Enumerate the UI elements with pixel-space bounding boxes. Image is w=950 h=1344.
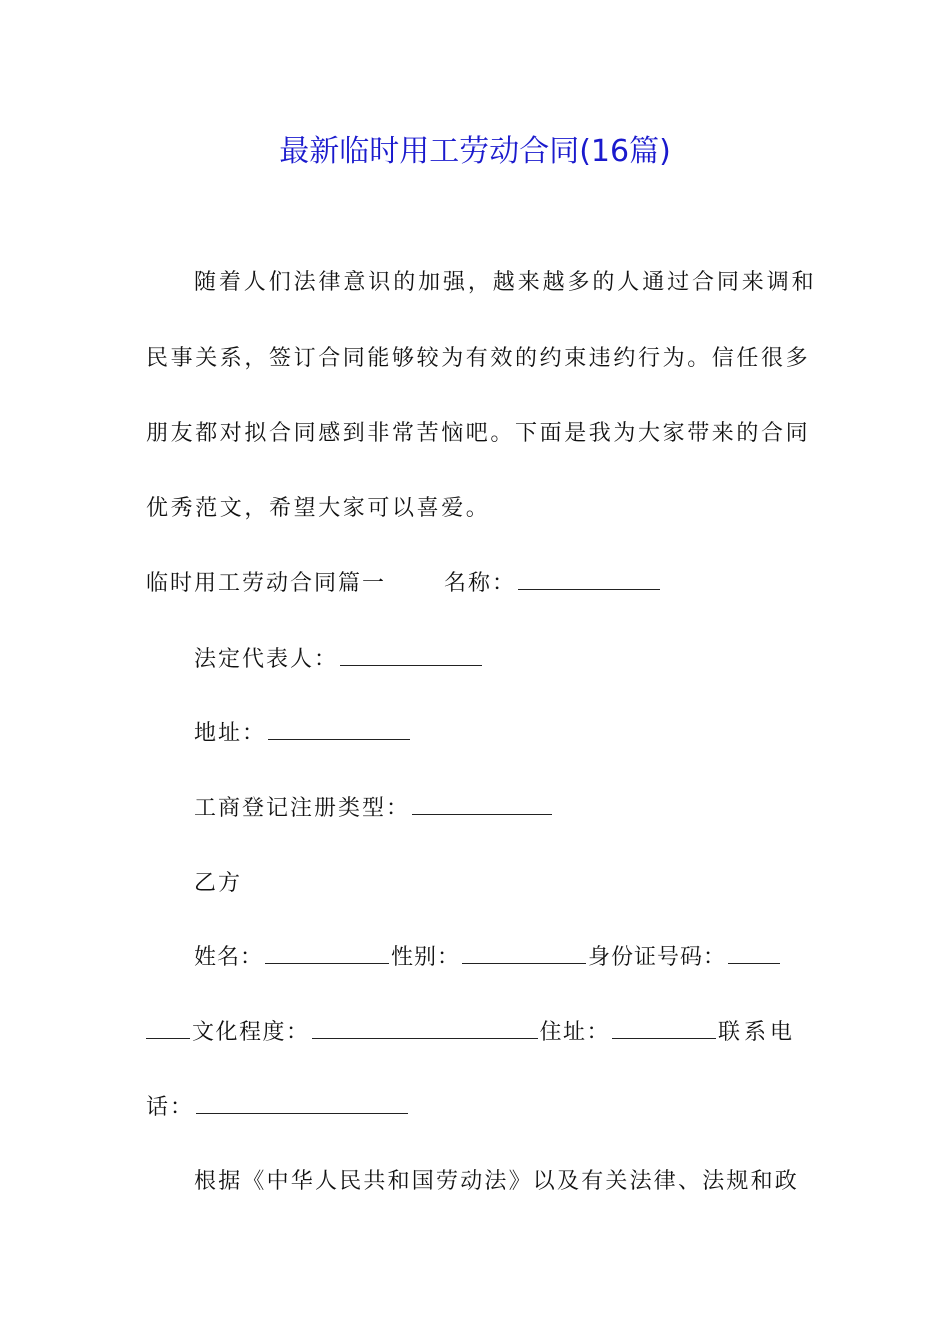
id-number-blank [728,943,780,964]
address-blank [268,719,410,740]
id-number-blank-cont [146,1018,190,1039]
gender-blank [462,943,586,964]
document-title: 最新临时用工劳动合同(16篇) [279,134,671,169]
address-row [194,719,412,749]
legal-rep-blank [340,645,482,666]
registration-type-label: 工商登记注册类型： [194,796,411,821]
section-heading: 临时用工劳动合同篇一 [146,571,387,596]
phone-blank [196,1093,408,1114]
education-row [146,1018,796,1048]
intro-line-4: 优秀范文，希望大家可以喜爱。 [146,496,491,521]
name-blank [518,569,660,590]
phone-label-part1: 联系电 [718,1020,797,1045]
residence-blank [612,1018,716,1039]
fullname-label: 姓名： [194,945,264,970]
name-label: 名称： [444,571,517,596]
phone-row [146,1093,410,1123]
registration-row [194,794,554,824]
phone-label-part2: 话： [146,1095,195,1120]
section-heading-row [146,569,662,599]
education-label: 文化程度： [192,1020,310,1045]
fullname-blank [265,943,389,964]
residence-label: 住址： [539,1020,611,1045]
closing-line: 根据《中华人民共和国劳动法》以及有关法律、法规和政 [194,1169,800,1194]
party-b-label: 乙方 [194,871,243,896]
education-blank [312,1018,538,1039]
personal-info-row [194,943,782,973]
legal-rep-label: 法定代表人： [194,647,339,672]
address-label: 地址： [194,721,267,746]
gender-label: 性别： [391,945,461,970]
intro-line-3: 朋友都对拟合同感到非常苦恼吧。下面是我为大家带来的合同 [146,421,811,446]
party-b-row [194,869,242,899]
intro-line-2: 民事关系，签订合同能够较为有效的约束违约行为。信任很多 [146,346,811,371]
id-number-label: 身份证号码： [588,945,727,970]
registration-blank [412,794,552,815]
legal-rep-row [194,645,484,675]
intro-line-1: 随着人们法律意识的加强，越来越多的人通过合同来调和 [194,270,817,295]
